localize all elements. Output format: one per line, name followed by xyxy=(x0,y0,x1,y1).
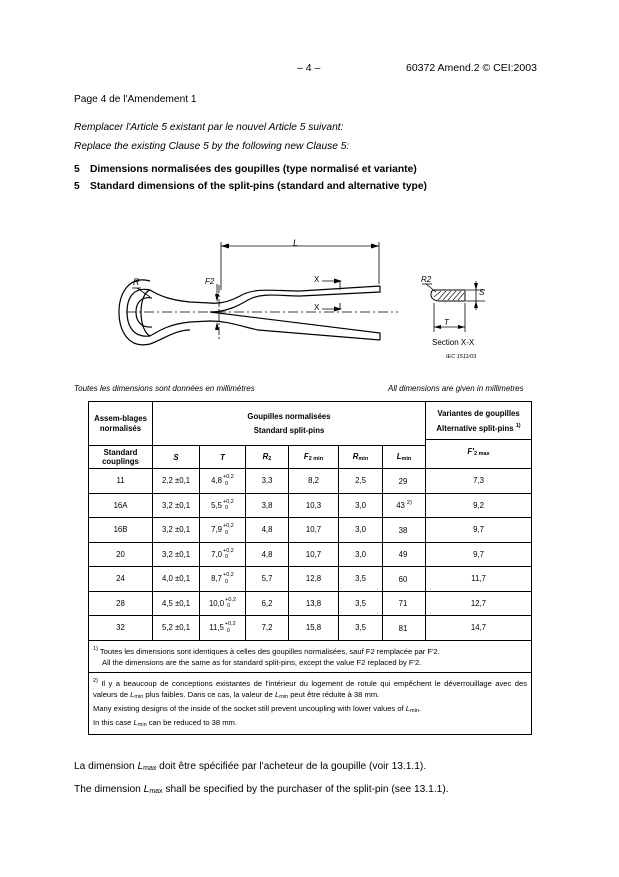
cell-t: 7,9 +0,2 0 xyxy=(200,518,246,543)
cell-lmin: 29 xyxy=(383,469,426,494)
cell-rmin: 3,0 xyxy=(339,493,383,518)
cell-rmin: 3,5 xyxy=(339,616,383,641)
units-note-english: All dimensions are given in millimetres xyxy=(388,384,524,393)
footer-english: The dimension Lmax shall be specified by the purchaser of the split-pin (see 13.1.1). xyxy=(74,784,449,795)
cell-lmin: 43 $^{2)}$ xyxy=(383,493,426,518)
split-pin-eye xyxy=(127,289,150,336)
arrow-head xyxy=(334,279,342,284)
instruction-english: Replace the existing Clause 5 by the following new Clause 5: xyxy=(74,141,350,152)
instruction-french: Remplacer l'Article 5 existant par le nouvel Article 5 suivant: xyxy=(74,122,344,133)
table-row xyxy=(89,469,532,494)
cell-lmin: 60 xyxy=(383,567,426,592)
header-standard-pins-en: Standard split-pins xyxy=(253,425,325,435)
arrow-head xyxy=(334,307,342,312)
cell-coupling: 16A xyxy=(89,493,153,518)
page-number: – 4 – xyxy=(297,62,321,74)
cell-f2min: 12,8 xyxy=(289,567,339,592)
radius2-leader xyxy=(426,284,436,292)
cell-f2min: 10,7 xyxy=(289,542,339,567)
table-row xyxy=(89,567,532,592)
arrow-head xyxy=(474,283,478,290)
cell-coupling: 11 xyxy=(89,469,153,494)
arrow-head xyxy=(221,244,229,249)
tolerance: +0,2 0 xyxy=(224,621,236,634)
cell-t: 8,7 +0,2 0 xyxy=(200,567,246,592)
cell-f2max: 12,7 xyxy=(426,591,532,616)
cell-s: 4,0 ±0,1 xyxy=(153,567,200,592)
header-standard-pins xyxy=(153,402,426,446)
footer-french: La dimension Lmax doit être spécifiée par l'acheteur de la goupille (voir 13.1.1). xyxy=(74,761,427,772)
cell-f2min: 13,8 xyxy=(289,591,339,616)
clause-number: 5 xyxy=(74,181,80,192)
cell-rmin: 3,5 xyxy=(339,591,383,616)
cell-coupling: 28 xyxy=(89,591,153,616)
cell-f2min: 8,2 xyxy=(289,469,339,494)
cell-s: 3,2 ±0,1 xyxy=(153,493,200,518)
cell-f2min: 10,3 xyxy=(289,493,339,518)
label-section-x: X xyxy=(314,275,320,284)
label-f2: F2 xyxy=(205,277,215,286)
col-r2: R2 xyxy=(246,446,289,469)
footnote-2: $^{2)}$ Il y a beaucoup de conceptions existantes de l'intérieur du logement de rotule qui empêchent le déverrouillage avec des valeurs de Lmin plus faibles. Dans ce cas, la valeur de Lmin peut être réduite à 38 mm. Many existing designs of the inside of the socket still prevent uncoupling with lower values of Lmin. In this case Lmin can be reduced to 38 mm. xyxy=(93,677,527,728)
tolerance: +0,2 0 xyxy=(225,596,237,610)
cell-r2: 6,2 xyxy=(246,591,289,616)
col-s: S xyxy=(153,446,200,469)
cell-rmin: 3,5 xyxy=(339,567,383,592)
arrow-head xyxy=(434,325,441,329)
label-length: L xyxy=(293,238,299,248)
arrow-head xyxy=(474,301,478,308)
table-row xyxy=(89,616,532,641)
units-note-french: Toutes les dimensions sont données en millimètres xyxy=(74,384,255,393)
cell-s: 5,2 ±0,1 xyxy=(153,616,200,641)
arrow-head xyxy=(371,244,379,249)
clause-title: Dimensions normalisées des goupilles (type normalisé et variante) xyxy=(90,164,417,175)
tolerance: +0,2 0 xyxy=(222,498,234,512)
tolerance: +0,2 0 xyxy=(222,474,234,487)
label-section-x: X xyxy=(314,303,320,312)
clause-title: Standard dimensions of the split-pins (standard and alternative type) xyxy=(90,181,427,192)
split-pin-drawing xyxy=(0,0,619,380)
arrow-head xyxy=(458,325,465,329)
cell-lmin: 71 xyxy=(383,591,426,616)
cell-r2: 3,8 xyxy=(246,493,289,518)
col-f2max-symbol: F' xyxy=(467,447,475,456)
section-caption: Section X-X xyxy=(432,338,475,347)
tolerance: +0,2 0 xyxy=(222,523,234,536)
header-alternative-fr: Variantes de goupilles xyxy=(437,409,520,418)
footnote-1: $^{1)}$ Toutes les dimensions sont identiques à celles des goupilles normalisées, sauf F2 remplacée par F'2. All the dimensions are the same as for standard split-pins, except the value F2 replaced by F'2. xyxy=(93,645,440,667)
cell-lmin: 49 xyxy=(383,542,426,567)
cell-t: 4,8 +0,2 0 xyxy=(200,469,246,494)
cell-t: 7,0 +0,2 0 xyxy=(200,542,246,567)
page-label: Page 4 de l'Amendement 1 xyxy=(74,94,197,105)
cell-lmin: 81 xyxy=(383,616,426,641)
cell-coupling: 24 xyxy=(89,567,153,592)
split-pin-dimensions-table xyxy=(88,401,532,735)
cell-coupling: 32 xyxy=(89,616,153,641)
cell-rmin: 3,0 xyxy=(339,518,383,543)
cell-s: 4,5 ±0,1 xyxy=(153,591,200,616)
cell-lmin: 38 xyxy=(383,518,426,543)
cell-f2min: 15,8 xyxy=(289,616,339,641)
cell-s: 3,2 ±0,1 xyxy=(153,542,200,567)
header-alternative-pins xyxy=(426,402,532,469)
arrow-head xyxy=(215,294,219,302)
cell-t: 10,0 +0,2 0 xyxy=(200,591,246,616)
cell-r2: 7,2 xyxy=(246,616,289,641)
col-rmin: Rmin xyxy=(339,446,383,469)
header-couplings-en: Standard couplings xyxy=(89,446,153,469)
col-f2min: F2 min xyxy=(289,446,339,469)
cell-f2max: 7,3 xyxy=(426,469,532,494)
tolerance: +0,2 0 xyxy=(222,547,234,561)
cell-s: 2,2 ±0,1 xyxy=(153,469,200,494)
note-reference: 1) xyxy=(515,423,521,429)
clause-number: 5 xyxy=(74,164,80,175)
cell-t: 5,5 +0,2 0 xyxy=(200,493,246,518)
label-radius: R xyxy=(133,277,140,287)
col-f2max-sub: 2 max xyxy=(474,451,490,457)
cell-t: 11,5 +0,2 0 xyxy=(200,616,246,641)
col-t: T xyxy=(200,446,246,469)
cell-r2: 3,3 xyxy=(246,469,289,494)
cell-f2max: 9,2 xyxy=(426,493,532,518)
document-reference: 60372 Amend.2 © CEI:2003 xyxy=(406,62,537,74)
cell-r2: 4,8 xyxy=(246,518,289,543)
header-alternative-en: Alternative split-pins xyxy=(436,424,514,433)
split-pin-outer-contour xyxy=(210,286,380,340)
table-row xyxy=(89,591,532,616)
cell-coupling: 20 xyxy=(89,542,153,567)
cell-rmin: 3,0 xyxy=(339,542,383,567)
cell-rmin: 2,5 xyxy=(339,469,383,494)
table-row xyxy=(89,542,532,567)
cell-s: 3,2 ±0,1 xyxy=(153,518,200,543)
header-couplings-fr: Assem-blages normalisés xyxy=(89,402,153,446)
table-notes xyxy=(89,640,532,734)
cell-f2max: 11,7 xyxy=(426,567,532,592)
cell-r2: 4,8 xyxy=(246,542,289,567)
arrow-head xyxy=(215,322,219,330)
cell-r2: 5,7 xyxy=(246,567,289,592)
cell-f2max: 9,7 xyxy=(426,542,532,567)
label-s: S xyxy=(479,288,485,297)
header-standard-pins-fr: Goupilles normalisées xyxy=(247,411,331,421)
label-r2: R2 xyxy=(421,275,432,284)
tolerance: +0,2 0 xyxy=(222,572,234,585)
table-row xyxy=(89,518,532,543)
label-t: T xyxy=(444,318,449,327)
cell-coupling: 16B xyxy=(89,518,153,543)
iec-reference: IEC 1511/03 xyxy=(446,354,477,360)
cell-f2min: 10,7 xyxy=(289,518,339,543)
table-row xyxy=(89,493,532,518)
col-lmin: Lmin xyxy=(383,446,426,469)
cell-f2max: 14,7 xyxy=(426,616,532,641)
cell-f2max: 9,7 xyxy=(426,518,532,543)
